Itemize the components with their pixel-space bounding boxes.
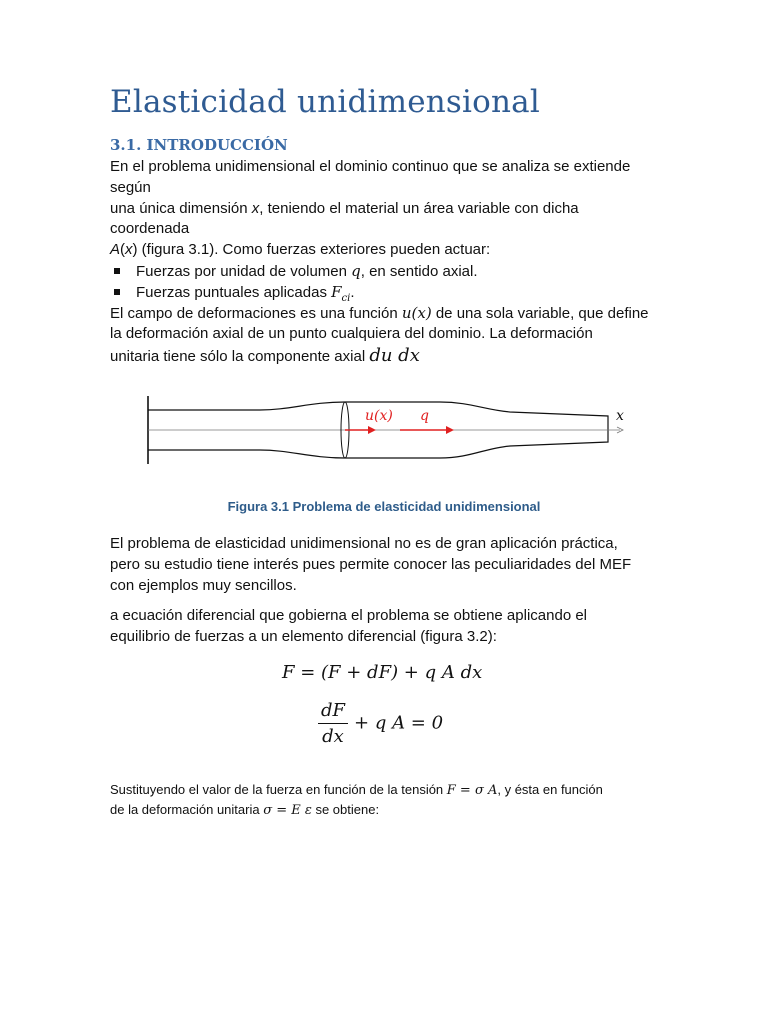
para3-line-2: equilibrio de fuerzas a un elemento diferencial (figura 3.2): xyxy=(110,628,497,645)
para2-line-3: con ejemplos muy sencillos. xyxy=(110,577,297,594)
equation-1: F = (F + dF) + q A dx xyxy=(282,662,483,683)
bar-figure xyxy=(140,392,640,468)
intro-line-2: según xyxy=(110,179,151,196)
figure-caption: Figura 3.1 Problema de elasticidad unidimensional xyxy=(227,499,541,514)
displacement-arrowhead-icon xyxy=(368,426,376,434)
deform-line-2: la deformación axial de un punto cualquiera del dominio. La deformación xyxy=(110,325,593,342)
equation-2-fraction: $\frac{dF}{dx}$ xyxy=(318,700,348,747)
equation-2: $\frac{dF}{dx}$ + q A = 0 xyxy=(318,700,443,747)
section-heading: 3.1. INTRODUCCIÓN xyxy=(110,136,288,154)
intro-line-5: A(x) (figura 3.1). Como fuerzas exteriores pueden actuar: xyxy=(110,241,491,258)
para2-line-2: pero su estudio tiene interés pues permite conocer las peculiaridades del MEF xyxy=(110,556,632,573)
deform-line-1: El campo de deformaciones es una función u(x) de una sola variable, que define xyxy=(110,304,649,322)
load-arrowhead-icon xyxy=(446,426,454,434)
intro-line-4: coordenada xyxy=(110,220,190,237)
para2-line-1: El problema de elasticidad unidimensional no es de gran aplicación práctica, xyxy=(110,535,618,552)
bullet-item: Fuerzas puntuales aplicadas $F_{ci}$. xyxy=(114,283,355,308)
deform-line-3: unitaria tiene sólo la componente axial du dx xyxy=(110,345,420,366)
bullet-square-icon xyxy=(114,289,120,295)
bullet-item: Fuerzas por unidad de volumen q, en sentido axial. xyxy=(114,262,478,281)
label-u-x: u(x) xyxy=(365,408,393,424)
intro-line-3: una única dimensión x, teniendo el material un área variable con dicha xyxy=(110,200,579,217)
label-q: q xyxy=(420,408,429,424)
intro-line-1: En el problema unidimensional el dominio continuo que se analiza se extiende xyxy=(110,158,631,175)
page-title: Elasticidad unidimensional xyxy=(110,84,540,120)
bullet-square-icon xyxy=(114,268,120,274)
label-x-axis: x xyxy=(616,408,624,424)
para4-line-2: de la deformación unitaria σ = E ε se obtiene: xyxy=(110,802,380,818)
para3-line-1: a ecuación diferencial que gobierna el problema se obtiene aplicando el xyxy=(110,607,587,624)
para4-line-1: Sustituyendo el valor de la fuerza en función de la tensión F = σ A, y ésta en función xyxy=(110,782,603,798)
